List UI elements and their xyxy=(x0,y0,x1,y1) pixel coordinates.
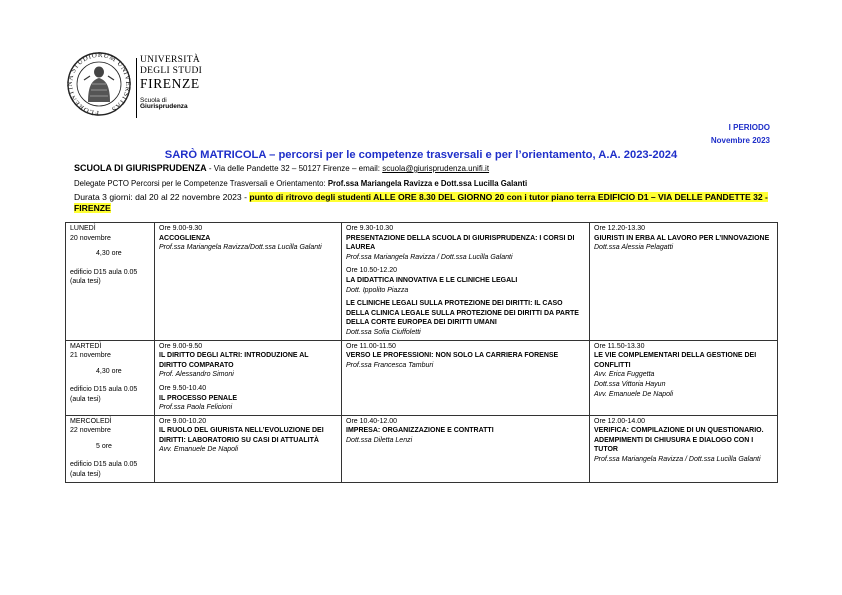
school-info xyxy=(74,163,489,173)
session-speaker: Prof.ssa Paola Felicioni xyxy=(159,404,233,412)
day-hours: 4,30 ore xyxy=(96,367,122,375)
session-time: Ore 12.00-14.00 xyxy=(594,417,645,425)
session-cell xyxy=(155,415,342,482)
session-cell xyxy=(342,415,590,482)
session-speaker: Dott.ssa Diletta Lenzi xyxy=(346,436,413,444)
university-wordmark xyxy=(140,56,210,111)
session-speaker: Dott.ssa Alessia Pelagatti xyxy=(594,244,674,252)
session-time: Ore 9.30-10.30 xyxy=(346,225,394,232)
wordmark-divider xyxy=(136,58,137,118)
session-speaker: Prof.ssa Mariangela Ravizza / Dott.ssa Lucilla Galanti xyxy=(594,456,761,464)
university-seal-logo xyxy=(66,50,132,120)
day-date: 20 novembre xyxy=(70,234,111,242)
day-date: 22 novembre xyxy=(70,427,111,435)
day-room: edificio D15 aula 0.05 (aula tesi) xyxy=(70,461,138,479)
session-cell xyxy=(590,340,778,415)
session-speaker: Avv. Emanuele De Napoli xyxy=(594,390,674,398)
university-line3: FIRENZE xyxy=(140,76,200,91)
period-line1: I PERIODO xyxy=(728,123,770,132)
day-cell xyxy=(66,340,155,415)
session-cell xyxy=(590,223,778,341)
school-line2: Giurisprudenza xyxy=(140,103,188,110)
day-cell xyxy=(66,223,155,341)
session-cell xyxy=(342,223,590,341)
session-speaker: Avv. Erica Fuggetta xyxy=(594,371,655,379)
university-line1: UNIVERSITÀ xyxy=(140,55,200,65)
period-label xyxy=(711,121,770,147)
session-time: Ore 9.00-10.20 xyxy=(159,417,207,425)
session-title: LA DIDATTICA INNOVATIVA E LE CLINICHE LEGALI xyxy=(346,276,518,284)
school-line1: Scuola di xyxy=(140,96,167,104)
session-time: Ore 11.50-13.30 xyxy=(594,342,645,350)
session-title: VERIFICA: COMPILAZIONE DI UN QUESTIONARIO. ADEMPIMENTI DI CHIUSURA E DIALOGO CON I TUTOR xyxy=(594,427,764,454)
table-row xyxy=(66,223,778,341)
session-title: LE CLINICHE LEGALI SULLA PROTEZIONE DEI DIRITTI: IL CASO DELLA CLINICA LEGALE SULLA PROTEZIONE DEI DIRITTI DA PARTE DELLA CORTE EUROPEA DEI DIRITTI UMANI xyxy=(346,300,579,327)
duration-info xyxy=(74,192,774,214)
session-cell xyxy=(155,223,342,341)
delegates-prefix: Delegate PCTO Percorsi per le Competenze Trasversali e Orientamento: xyxy=(74,179,328,188)
session-time: Ore 9.00-9.30 xyxy=(159,225,203,232)
delegates-info xyxy=(74,179,527,188)
session-time: Ore 9.50-10.40 xyxy=(159,384,207,392)
session-title: IL DIRITTO DEGLI ALTRI: INTRODUZIONE AL DIRITTO COMPARATO xyxy=(159,352,309,369)
session-speaker: Prof. Alessandro Simoni xyxy=(159,371,234,379)
schedule-table xyxy=(65,222,778,483)
day-room: edificio D15 aula 0.05 (aula tesi) xyxy=(70,268,138,286)
seal-text: FLORENTINA STUDIORUM UNIVERSITAS xyxy=(66,50,132,118)
session-time: Ore 11.00-11.50 xyxy=(346,342,396,350)
session-speaker: Prof.ssa Mariangela Ravizza / Dott.ssa Lucilla Galanti xyxy=(346,253,513,261)
session-speaker: Avv. Emanuele De Napoli xyxy=(159,446,239,454)
day-name: MERCOLEDÌ xyxy=(70,417,112,425)
table-row xyxy=(66,415,778,482)
table-row xyxy=(66,340,778,415)
meeting-point-highlight: punto di ritrovo degli studenti ALLE ORE 8.30 DEL GIORNO 20 con i tutor piano terra EDIFICIO D1 – VIA DELLE PANDETTE 32 - FIRENZE xyxy=(74,192,768,213)
session-title: IL RUOLO DEL GIURISTA NELL’EVOLUZIONE DEI DIRITTI: LABORATORIO SU CASI DI ATTUALITÀ xyxy=(159,427,324,444)
period-line2: Novembre 2023 xyxy=(710,136,770,145)
session-time: Ore 12.20-13.30 xyxy=(594,225,645,232)
session-title: GIURISTI IN ERBA AL LAVORO PER L’INNOVAZIONE xyxy=(594,234,770,242)
session-speaker: Dott.ssa Vittoria Hayun xyxy=(594,380,666,388)
university-line2: DEGLI STUDI xyxy=(140,65,203,76)
duration-text: Durata 3 giorni: dal 20 al 22 novembre 2023 - xyxy=(74,192,250,202)
day-name: MARTEDÌ xyxy=(70,342,102,350)
session-title: IL PROCESSO PENALE xyxy=(159,394,238,402)
session-title: ACCOGLIENZA xyxy=(159,234,211,242)
session-time: Ore 10.40-12.00 xyxy=(346,417,397,425)
session-cell xyxy=(155,340,342,415)
session-title: IMPRESA: ORGANIZZAZIONE E CONTRATTI xyxy=(346,427,494,435)
session-cell xyxy=(590,415,778,482)
session-speaker: Prof.ssa Francesca Tamburi xyxy=(346,361,434,369)
school-address: - Via delle Pandette 32 – 50127 Firenze – email: xyxy=(206,164,383,173)
day-cell xyxy=(66,415,155,482)
day-hours: 5 ore xyxy=(96,442,112,450)
session-speaker: Prof.ssa Mariangela Ravizza/Dott.ssa Lucilla Galanti xyxy=(159,244,322,252)
session-speaker: Dott.ssa Sofia Ciuffoletti xyxy=(346,328,421,336)
day-name: LUNEDÌ xyxy=(70,225,96,232)
session-title: PRESENTAZIONE DELLA SCUOLA DI GIURISPRUDENZA: I CORSI DI LAUREA xyxy=(346,234,575,252)
day-room: edificio D15 aula 0.05 (aula tesi) xyxy=(70,386,138,403)
session-time: Ore 10.50-12.20 xyxy=(346,267,397,275)
session-speaker: Dott. Ippolito Piazza xyxy=(346,286,409,294)
session-time: Ore 9.00-9.50 xyxy=(159,342,203,350)
session-title: VERSO LE PROFESSIONI: NON SOLO LA CARRIERA FORENSE xyxy=(346,352,559,360)
page-title: SARÒ MATRICOLA – percorsi per le competenze trasversali e per l’orientamento, A.A. 2023-2024 xyxy=(164,149,678,161)
session-cell xyxy=(342,340,590,415)
school-name: SCUOLA DI GIURISPRUDENZA xyxy=(74,163,207,173)
day-date: 21 novembre xyxy=(70,352,111,360)
school-email-link[interactable]: scuola@giurisprudenza.unifi.it xyxy=(382,164,490,173)
delegates-names: Prof.ssa Mariangela Ravizza e Dott.ssa Lucilla Galanti xyxy=(327,179,528,188)
session-title: LE VIE COMPLEMENTARI DELLA GESTIONE DEI CONFLITTI xyxy=(594,352,757,369)
day-hours: 4,30 ore xyxy=(96,250,122,258)
